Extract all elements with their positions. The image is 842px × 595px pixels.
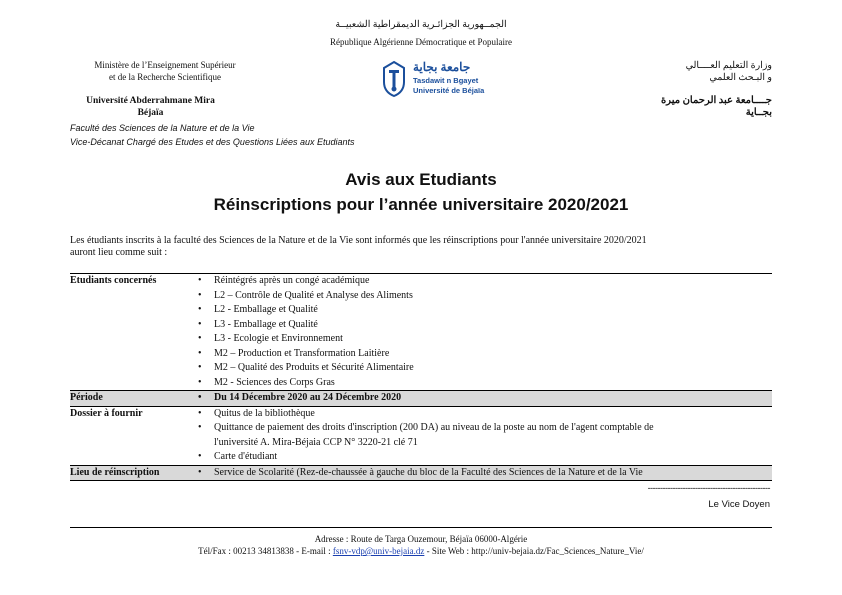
list-item: • Carte d'étudiant (192, 450, 772, 465)
notice-subtitle: Réinscriptions pour l’année universitaire 2020/2021 (213, 195, 629, 214)
university-french-line1: Université Abderrahmane Mira (86, 96, 215, 106)
signature-dashes: ------------------------------------------------- (647, 483, 770, 493)
footer-contact (0, 546, 842, 556)
place-value: • Service de Scolarité (Rez-de-chaussée à gauche du bloc de la Faculté des Sciences de la Nature et de la Vie (192, 466, 772, 481)
period-label: Période (70, 392, 103, 403)
intro-line1: Les étudiants inscrits à la faculté des Sciences de la Nature et de la Vie sont informés que les réinscriptions pour l'année universitaire 2020/2021 (70, 235, 647, 246)
university-arabic-line2: بجــاية (745, 107, 772, 118)
list-item: • Réintégrés après un congé académique (192, 274, 772, 289)
university-french-line2: Béjaïa (137, 107, 164, 118)
list-item: • L3 - Emballage et Qualité (192, 318, 772, 333)
ministry-french-line1: Ministère de l’Enseignement Supérieur (94, 60, 236, 70)
ministry-arabic-line2: و البـحث العلمي (709, 73, 772, 83)
list-item (192, 421, 772, 450)
faculty-name: Faculté des Sciences de la Nature et de la Vie (70, 123, 255, 133)
logo-kabyle-text: Tasdawit n Bgayet (413, 76, 479, 85)
list-item: • M2 – Qualité des Produits et Sécurité Alimentaire (192, 361, 772, 376)
ministry-french-line2: et de la Recherche Scientifique (109, 72, 221, 82)
ministry-arabic-line1: وزارة التعليم العــــالي (685, 61, 772, 71)
university-arabic-line1: جــــامعة عبد الرحمان ميرة (660, 95, 772, 106)
intro-text (70, 235, 775, 259)
ministry-arabic (632, 60, 772, 84)
dossier-item2-line2: l'université A. Mira-Béjaia CCP N° 3220-21 clé 71 (214, 436, 418, 448)
republic-french: République Algérienne Démocratique et Populaire (330, 37, 512, 47)
dossier-item2-line1: Quittance de paiement des droits d'inscription (200 DA) au niveau de la poste au nom de l'agent comptable de (214, 422, 654, 433)
place-row (70, 465, 772, 482)
notice-title: Avis aux Etudiants (345, 170, 497, 189)
registration-table (70, 273, 772, 481)
dossier-list (192, 407, 772, 465)
list-item: • M2 – Production et Transformation Laitière (192, 347, 772, 362)
period-list (192, 391, 772, 406)
republic-arabic: الجمــهورية الجزائـرية الديمقراطية الشعبيــة (335, 20, 507, 30)
dossier-label: Dossier à fournir (70, 407, 143, 419)
logo-arabic-text: جامعة بجاية (413, 60, 471, 74)
university-french (73, 96, 228, 119)
students-label: Etudiants concernés (70, 275, 157, 286)
period-value: • Du 14 Décembre 2020 au 24 Décembre 2020 (192, 391, 772, 406)
university-logo (380, 60, 520, 100)
footer-email-link[interactable]: fsnv-vdp@univ-bejaia.dz (332, 546, 425, 556)
students-row (70, 274, 772, 390)
footer-web: - Site Web : http://univ-bejaia.dz/Fac_Sciences_Nature_Vie/ (424, 546, 644, 556)
list-item: • M2 - Sciences des Corps Gras (192, 376, 772, 391)
intro-line2: auront lieu comme suit : (70, 247, 168, 258)
logo-french-text: Université de Béjaïa (413, 86, 485, 95)
students-list (192, 274, 772, 390)
footer-address: Adresse : Route de Targa Ouzemour, Béjaïa 06000-Algérie (314, 534, 528, 544)
list-item: • L3 - Ecologie et Environnement (192, 332, 772, 347)
university-arabic (632, 95, 772, 119)
footer-divider (70, 527, 772, 528)
ministry-french (70, 59, 260, 83)
list-item: • L2 - Emballage et Qualité (192, 303, 772, 318)
place-label: Lieu de réinscription (70, 466, 160, 478)
university-emblem-icon (380, 60, 408, 98)
list-item: • Quitus de la bibliothèque (192, 407, 772, 422)
list-item: • L2 – Contrôle de Qualité et Analyse des Aliments (192, 289, 772, 304)
dossier-row (70, 407, 772, 465)
period-row (70, 390, 772, 407)
vice-deanship-name: Vice-Décanat Chargé des Etudes et des Questions Liées aux Etudiants (70, 137, 355, 147)
signature-name: Le Vice Doyen (708, 499, 770, 510)
place-list (192, 466, 772, 481)
footer-contact-prefix: Tél/Fax : 00213 34813838 - E-mail : (198, 546, 333, 556)
